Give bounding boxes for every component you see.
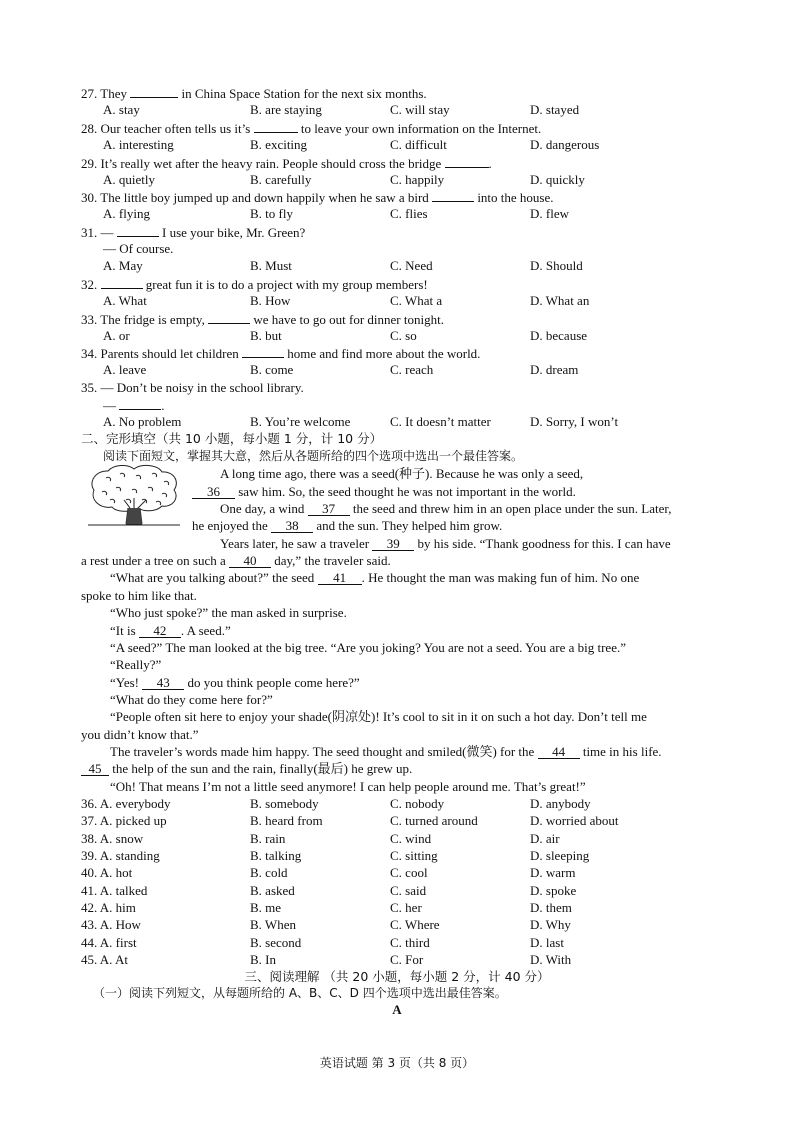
option: C. so bbox=[390, 328, 417, 343]
dialogue-line: — Of course. bbox=[103, 241, 174, 256]
cloze-option: C. turned around bbox=[390, 813, 478, 828]
passage-line: he enjoyed the 38 and the sun. They helped him grow. bbox=[192, 518, 503, 533]
option: C. It doesn’t matter bbox=[390, 414, 491, 429]
cloze-option: B. asked bbox=[250, 883, 295, 898]
answer-blank bbox=[130, 85, 178, 98]
cloze-option: 36. A. everybody bbox=[81, 796, 171, 811]
blank-43: 43 bbox=[142, 676, 184, 690]
option: D. dangerous bbox=[530, 137, 600, 152]
option: B. carefully bbox=[250, 172, 312, 187]
option: A. stay bbox=[103, 102, 140, 117]
cloze-option: B. In bbox=[250, 952, 276, 967]
question-30: 30. The little boy jumped up and down happily when he saw a bird into the house. bbox=[81, 190, 554, 205]
page-footer: 英语试题 第 3 页（共 8 页） bbox=[319, 1056, 475, 1070]
option: D. dream bbox=[530, 362, 579, 377]
cloze-option: C. cool bbox=[390, 865, 428, 880]
cloze-option: D. air bbox=[530, 831, 560, 846]
option: C. happily bbox=[390, 172, 445, 187]
passage-line: spoke to him like that. bbox=[81, 588, 197, 603]
option: B. How bbox=[250, 293, 291, 308]
cloze-option: B. heard from bbox=[250, 813, 323, 828]
cloze-option: 41. A. talked bbox=[81, 883, 148, 898]
option: B. are staying bbox=[250, 102, 322, 117]
passage-line: “Oh! That means I’m not a little seed anymore! I can help people around me. That’s great!” bbox=[110, 779, 586, 794]
cloze-option: 40. A. hot bbox=[81, 865, 133, 880]
passage-line: you didn’t know that.” bbox=[81, 727, 199, 742]
passage-line: “A seed?” The man looked at the big tree. “Are you joking? You are not a seed. You are a big tree.” bbox=[110, 640, 626, 655]
dialogue-line: — . bbox=[103, 398, 165, 413]
question-29: 29. It’s really wet after the heavy rain. People should cross the bridge . bbox=[81, 156, 492, 171]
option: D. quickly bbox=[530, 172, 585, 187]
passage-line: “People often sit here to enjoy your shade(阴凉处)! It’s cool to sit in it on such a hot day. Don’t tell me bbox=[110, 709, 647, 724]
blank-41: 41 bbox=[318, 571, 362, 585]
answer-blank bbox=[101, 276, 143, 289]
cloze-option: D. anybody bbox=[530, 796, 591, 811]
option: C. will stay bbox=[390, 102, 450, 117]
passage-line: 45 the help of the sun and the rain, finally(最后) he grew up. bbox=[81, 761, 412, 776]
cloze-option: B. When bbox=[250, 917, 296, 932]
cloze-option: D. worried about bbox=[530, 813, 619, 828]
cloze-option: C. her bbox=[390, 900, 422, 915]
passage-line: “Yes! 43 do you think people come here?” bbox=[110, 675, 360, 690]
option: D. Should bbox=[530, 258, 583, 273]
blank-39: 39 bbox=[372, 537, 414, 551]
section-3-instruction: （一）阅读下列短文，从每题所给的 A、B、C、D 四个选项中选出最佳答案。 bbox=[93, 986, 507, 1000]
cloze-option: 44. A. first bbox=[81, 935, 137, 950]
blank-37: 37 bbox=[308, 502, 350, 516]
passage-line: “Really?” bbox=[110, 657, 162, 672]
blank-42: 42 bbox=[139, 624, 181, 638]
option: B. Must bbox=[250, 258, 292, 273]
question-27: 27. They in China Space Station for the next six months. bbox=[81, 86, 427, 101]
option: D. because bbox=[530, 328, 588, 343]
passage-line: “What do they come here for?” bbox=[110, 692, 273, 707]
question-28: 28. Our teacher often tells us it’s to leave your own information on the Internet. bbox=[81, 121, 542, 136]
passage-line: The traveler’s words made him happy. The seed thought and smiled(微笑) for the 44 time in his life. bbox=[110, 744, 662, 759]
option: A. flying bbox=[103, 206, 150, 221]
cloze-option: D. Why bbox=[530, 917, 571, 932]
section-3-title: 三、阅读理解 （共 20 小题，每小题 2 分，计 40 分） bbox=[244, 969, 550, 984]
cloze-option: D. With bbox=[530, 952, 572, 967]
cloze-option: 38. A. snow bbox=[81, 831, 144, 846]
cloze-option: D. warm bbox=[530, 865, 576, 880]
cloze-option: B. second bbox=[250, 935, 302, 950]
passage-line: “Who just spoke?” the man asked in surprise. bbox=[110, 605, 347, 620]
option: B. exciting bbox=[250, 137, 308, 152]
option: C. What a bbox=[390, 293, 443, 308]
passage-line: 36 saw him. So, the seed thought he was not important in the world. bbox=[192, 484, 576, 499]
section-2-title: 二、完形填空（共 10 小题，每小题 1 分，计 10 分） bbox=[81, 431, 383, 446]
cloze-option: B. cold bbox=[250, 865, 288, 880]
blank-45: 45 bbox=[81, 762, 109, 776]
cloze-option: 37. A. picked up bbox=[81, 813, 167, 828]
option: B. to fly bbox=[250, 206, 293, 221]
cloze-option: D. them bbox=[530, 900, 572, 915]
cloze-option: 45. A. At bbox=[81, 952, 128, 967]
option: C. difficult bbox=[390, 137, 447, 152]
blank-36: 36 bbox=[192, 485, 235, 499]
option: B. You’re welcome bbox=[250, 414, 351, 429]
option: A. or bbox=[103, 328, 130, 343]
option: A. May bbox=[103, 258, 143, 273]
option: D. Sorry, I won’t bbox=[530, 414, 619, 429]
answer-blank bbox=[119, 397, 161, 410]
tree-illustration bbox=[86, 462, 182, 528]
passage-line: “What are you talking about?” the seed 41 . He thought the man was making fun of him. No one bbox=[110, 570, 640, 585]
cloze-option: C. third bbox=[390, 935, 430, 950]
cloze-option: B. somebody bbox=[250, 796, 319, 811]
cloze-option: B. me bbox=[250, 900, 282, 915]
answer-blank bbox=[445, 155, 489, 168]
cloze-option: 42. A. him bbox=[81, 900, 136, 915]
answer-blank bbox=[432, 189, 474, 202]
cloze-option: C. wind bbox=[390, 831, 432, 846]
answer-blank bbox=[254, 120, 298, 133]
question-31: 31. — I use your bike, Mr. Green? bbox=[81, 225, 306, 240]
section-2-instruction: 阅读下面短文，掌握其大意，然后从各题所给的四个选项中选出一个最佳答案。 bbox=[103, 449, 524, 463]
cloze-option: D. last bbox=[530, 935, 564, 950]
cloze-option: B. rain bbox=[250, 831, 286, 846]
cloze-option: D. spoke bbox=[530, 883, 577, 898]
option: C. Need bbox=[390, 258, 433, 273]
answer-blank bbox=[208, 311, 250, 324]
question-34: 34. Parents should let children home and find more about the world. bbox=[81, 346, 481, 361]
cloze-option: C. nobody bbox=[390, 796, 445, 811]
passage-line: One day, a wind 37 the seed and threw him in an open place under the sun. Later, bbox=[220, 501, 672, 516]
option: D. flew bbox=[530, 206, 569, 221]
option: B. come bbox=[250, 362, 294, 377]
passage-line: a rest under a tree on such a 40 day,” the traveler said. bbox=[81, 553, 391, 568]
blank-40: 40 bbox=[229, 554, 271, 568]
passage-line: Years later, he saw a traveler 39 by his side. “Thank goodness for this. I can have bbox=[220, 536, 671, 551]
cloze-option: 43. A. How bbox=[81, 917, 141, 932]
cloze-option: B. talking bbox=[250, 848, 302, 863]
blank-38: 38 bbox=[271, 519, 313, 533]
passage-line: “It is 42 . A seed.” bbox=[110, 623, 231, 638]
option: A. leave bbox=[103, 362, 147, 377]
option: C. flies bbox=[390, 206, 428, 221]
cloze-option: D. sleeping bbox=[530, 848, 590, 863]
passage-line: A long time ago, there was a seed(种子). Because he was only a seed, bbox=[220, 466, 584, 481]
option: A. What bbox=[103, 293, 147, 308]
answer-blank bbox=[117, 224, 159, 237]
answer-blank bbox=[242, 345, 284, 358]
passage-label: A bbox=[392, 1002, 402, 1017]
cloze-option: C. For bbox=[390, 952, 424, 967]
option: D. What an bbox=[530, 293, 590, 308]
cloze-option: C. sitting bbox=[390, 848, 438, 863]
cloze-option: C. Where bbox=[390, 917, 440, 932]
question-32: 32. great fun it is to do a project with my group members! bbox=[81, 277, 428, 292]
option: A. No problem bbox=[103, 414, 182, 429]
cloze-option: C. said bbox=[390, 883, 427, 898]
option: A. interesting bbox=[103, 137, 174, 152]
cloze-option: 39. A. standing bbox=[81, 848, 160, 863]
option: B. but bbox=[250, 328, 282, 343]
question-33: 33. The fridge is empty, we have to go out for dinner tonight. bbox=[81, 312, 444, 327]
option: D. stayed bbox=[530, 102, 580, 117]
option: A. quietly bbox=[103, 172, 155, 187]
option: C. reach bbox=[390, 362, 434, 377]
question-35: 35. — Don’t be noisy in the school library. bbox=[81, 380, 304, 395]
blank-44: 44 bbox=[538, 745, 580, 759]
